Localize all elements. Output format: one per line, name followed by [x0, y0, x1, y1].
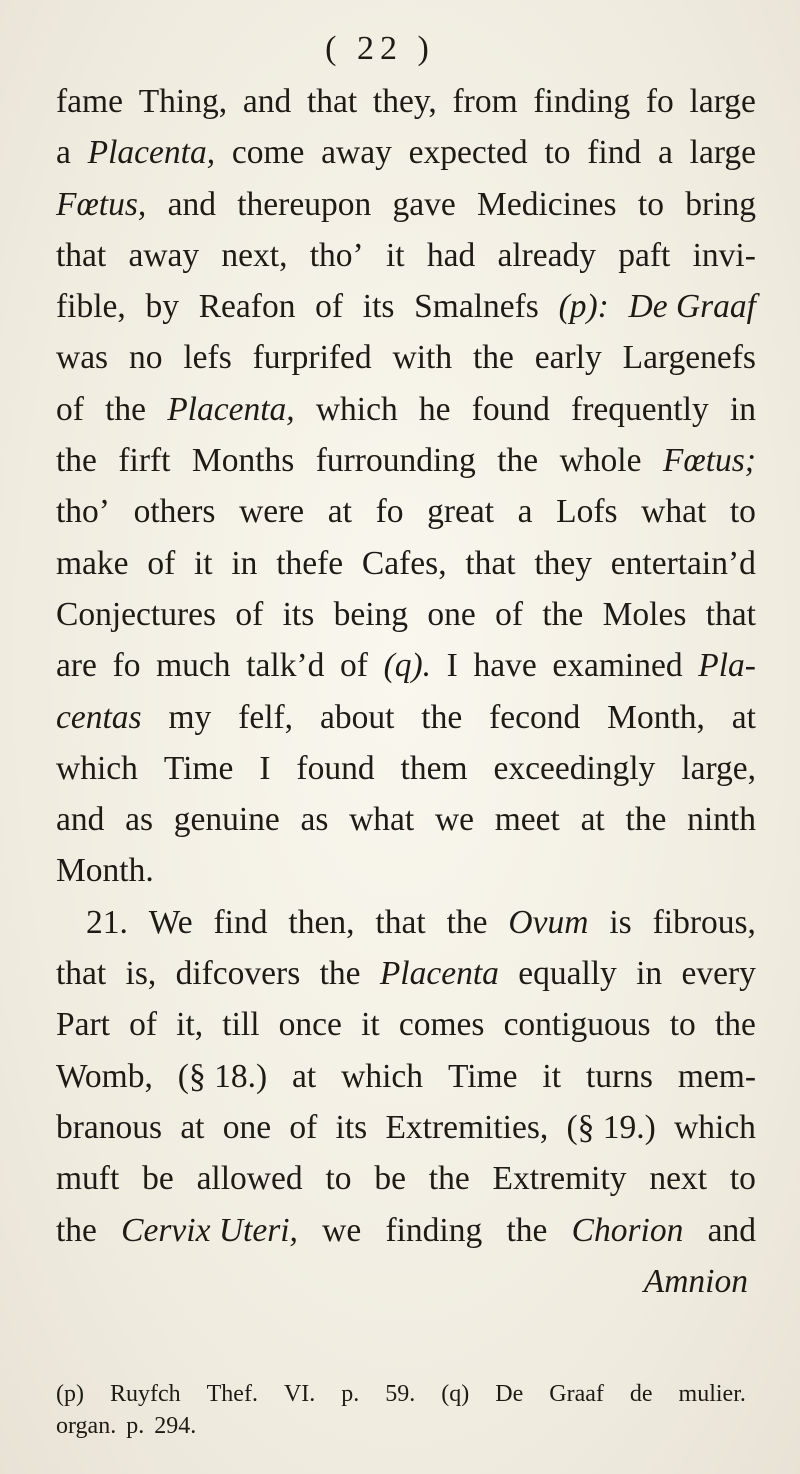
word: find: [213, 903, 268, 941]
text-line: [56, 76, 756, 127]
word: away: [321, 134, 392, 172]
word: large: [689, 83, 756, 120]
word: others: [133, 493, 216, 531]
word: exceedingly: [493, 749, 656, 787]
word: the: [472, 339, 514, 377]
word: fo: [112, 647, 141, 685]
word: at: [180, 1108, 205, 1146]
word: of: [289, 1108, 318, 1146]
word: Reafon: [198, 288, 296, 326]
word: is: [609, 903, 632, 941]
footnotes: [56, 1378, 746, 1442]
text-line: [56, 127, 756, 178]
word: it,: [176, 1006, 204, 1044]
word: finding: [385, 1211, 483, 1249]
word: are: [56, 647, 97, 685]
word: which: [674, 1108, 756, 1146]
footnote-word: (q): [441, 1381, 470, 1407]
word: tho’: [309, 236, 364, 274]
footnote-word: de: [629, 1381, 653, 1407]
word: found: [471, 390, 550, 428]
text-line: [56, 486, 756, 537]
word: and: [242, 83, 292, 120]
word: it: [193, 544, 213, 582]
word: that: [705, 595, 756, 633]
word: meet: [494, 801, 560, 839]
word: by: [145, 288, 179, 326]
word: Cafes,: [361, 544, 447, 582]
text-line: [56, 281, 756, 332]
word: De Graaf: [628, 288, 756, 326]
word: the: [428, 1160, 470, 1198]
text-line: [56, 179, 756, 230]
word: in: [636, 955, 663, 993]
word: to: [669, 1006, 696, 1044]
word: one: [222, 1108, 272, 1146]
word: its: [335, 1108, 368, 1146]
word: Womb,: [56, 1057, 153, 1095]
word: it: [385, 236, 405, 274]
word: large: [689, 134, 756, 172]
word: Thing,: [138, 83, 228, 120]
word: away: [128, 236, 200, 274]
footnote-word: p.: [341, 1381, 360, 1407]
word: entertain’d: [610, 544, 756, 582]
word: from: [452, 83, 518, 120]
word: Conjectures: [56, 595, 217, 633]
word: expected: [408, 134, 528, 172]
word: (§ 19.): [566, 1108, 656, 1146]
footnote-word: (p): [56, 1381, 84, 1407]
word: which: [315, 390, 398, 428]
text-line: [56, 999, 756, 1050]
word: in: [729, 390, 756, 428]
word: one: [427, 595, 476, 633]
text-line: [56, 743, 756, 794]
word: what: [349, 801, 415, 839]
page-number: ( 22 ): [325, 30, 435, 67]
word: Placenta,: [87, 134, 216, 172]
word: which: [341, 1057, 424, 1095]
word: a: [517, 493, 533, 531]
word: were: [239, 493, 305, 531]
word: Pla-: [698, 647, 756, 685]
catchword-line: [56, 1256, 756, 1307]
word: and: [707, 1211, 756, 1249]
word: them: [400, 749, 468, 787]
word: the: [714, 1006, 756, 1044]
text-line: [56, 435, 756, 486]
word: that: [465, 544, 516, 582]
word: and: [56, 801, 105, 839]
word: the: [421, 698, 463, 736]
word: find: [587, 134, 642, 172]
word: fo: [375, 493, 404, 531]
word: being: [333, 595, 409, 633]
footnote-word: Ruyfch: [109, 1381, 181, 1407]
word: the: [497, 442, 539, 480]
word: talk’d: [246, 647, 325, 685]
word: as: [125, 801, 153, 839]
word: Part: [56, 1006, 110, 1044]
word: that: [56, 955, 107, 993]
word: Largenefs: [622, 339, 756, 377]
text-line: [56, 384, 756, 435]
word: turns: [585, 1057, 653, 1095]
text-line: [56, 230, 756, 281]
word: We: [148, 903, 193, 941]
word: Ovum: [508, 903, 589, 941]
word: furprifed: [252, 339, 372, 377]
word: fame: [56, 83, 123, 120]
word: centas: [56, 698, 142, 736]
word: found: [296, 749, 375, 787]
word: they: [534, 544, 593, 582]
word: examined: [552, 647, 683, 685]
word: I: [259, 749, 271, 787]
word: and: [167, 185, 216, 223]
word: the: [625, 801, 667, 839]
word: Fœtus;: [662, 442, 756, 480]
word: I: [446, 647, 458, 685]
word: at: [731, 698, 756, 736]
word: invi-: [692, 236, 756, 274]
word: Fœtus,: [56, 185, 147, 223]
word: contiguous: [503, 1006, 651, 1044]
word: gave: [392, 185, 456, 223]
word: of: [495, 595, 524, 633]
word: he: [418, 390, 451, 428]
word: next: [649, 1160, 708, 1198]
word: equally: [518, 955, 617, 993]
word: it: [542, 1057, 562, 1095]
word: ninth: [687, 801, 756, 839]
word: Month.: [56, 852, 154, 890]
word: that: [375, 903, 426, 941]
word: finding: [533, 83, 631, 120]
word: comes: [398, 1006, 485, 1044]
text-line: [56, 332, 756, 383]
word: no: [128, 339, 163, 377]
word: its: [362, 288, 395, 326]
footnote-word: VI.: [283, 1381, 316, 1407]
word: about: [319, 698, 395, 736]
word: branous: [56, 1108, 163, 1146]
word: tho’: [56, 493, 110, 531]
word: of: [56, 390, 84, 428]
word: Chorion: [571, 1211, 684, 1249]
word: come: [231, 134, 305, 172]
word: frequently: [571, 390, 709, 428]
word: already: [497, 236, 597, 274]
word: muft: [56, 1160, 120, 1198]
word: the: [542, 595, 584, 633]
word: Month,: [607, 698, 705, 736]
word: the: [506, 1211, 548, 1249]
word: lefs: [183, 339, 232, 377]
word: every: [681, 955, 756, 993]
word: bring: [685, 185, 756, 223]
footnote-word: De: [495, 1381, 524, 1407]
text-line: [56, 692, 756, 743]
word: at: [580, 801, 605, 839]
word: Cervix Uteri,: [121, 1211, 298, 1249]
word: fibrous,: [652, 903, 756, 941]
word: thefe: [276, 544, 344, 582]
text-line: [56, 794, 756, 845]
word: fo: [645, 83, 674, 120]
footnote-line: [56, 1378, 746, 1410]
word: (p):: [558, 288, 609, 326]
word: fecond: [489, 698, 581, 736]
word: the: [105, 390, 147, 428]
text-line: [56, 1205, 756, 1256]
text-line: [56, 640, 756, 691]
word: we: [322, 1211, 362, 1249]
word: Time: [447, 1057, 518, 1095]
word: the: [319, 955, 361, 993]
word: was: [56, 339, 109, 377]
word: of: [340, 647, 368, 685]
word: the: [446, 903, 488, 941]
text-line: [56, 845, 756, 896]
footnote-word: 294.: [154, 1413, 197, 1439]
word: Moles: [602, 595, 687, 633]
word: with: [392, 339, 453, 377]
word: Placenta: [379, 955, 499, 993]
word: have: [473, 647, 537, 685]
word: make: [56, 544, 129, 582]
catchword: Amnion: [643, 1262, 748, 1300]
word: as: [300, 801, 329, 839]
word: had: [426, 236, 476, 274]
word: Months: [191, 442, 295, 480]
word: that: [56, 236, 107, 274]
word: difcovers: [175, 955, 301, 993]
word: to: [544, 134, 571, 172]
word: be: [374, 1160, 406, 1198]
footnote-word: p.: [126, 1413, 145, 1439]
word: furrounding: [315, 442, 476, 480]
word: early: [534, 339, 602, 377]
word: till: [222, 1006, 260, 1044]
word: which: [56, 749, 138, 787]
word: fible,: [56, 288, 126, 326]
text-line: [56, 1102, 756, 1153]
word: be: [142, 1160, 174, 1198]
word: Smalnefs: [414, 288, 539, 326]
word: thereupon: [237, 185, 372, 223]
word: to: [729, 1160, 756, 1198]
text-line: [56, 1051, 756, 1102]
word: large,: [681, 749, 756, 787]
footnote-word: Graaf: [549, 1381, 604, 1407]
word: mem-: [677, 1057, 756, 1095]
text-line: [56, 538, 756, 589]
word: at: [327, 493, 352, 531]
word: paft: [618, 236, 671, 274]
word: felf,: [238, 698, 294, 736]
word: what: [641, 493, 707, 531]
word: at: [292, 1057, 317, 1095]
word: a: [658, 134, 673, 172]
body-text: [56, 76, 756, 1307]
word: to: [729, 493, 756, 531]
word: that: [306, 83, 358, 120]
text-line: [56, 948, 756, 999]
text-line: [56, 897, 756, 948]
word: allowed: [196, 1160, 303, 1198]
word: (q).: [383, 647, 432, 685]
word: of: [147, 544, 176, 582]
word: great: [427, 493, 495, 531]
word: once: [278, 1006, 342, 1044]
word: a: [56, 134, 71, 172]
word: Extremities,: [385, 1108, 549, 1146]
word: Lofs: [556, 493, 618, 531]
word: Placenta,: [167, 390, 295, 428]
word: of: [235, 595, 264, 633]
word: my: [168, 698, 212, 736]
footnote-word: Thef.: [206, 1381, 258, 1407]
word: much: [156, 647, 231, 685]
word: of: [129, 1006, 158, 1044]
word: they,: [372, 83, 437, 120]
word: its: [282, 595, 315, 633]
word: is,: [125, 955, 157, 993]
word: next,: [221, 236, 288, 274]
text-line: [56, 1153, 756, 1204]
word: 21.: [86, 903, 128, 941]
word: it: [361, 1006, 380, 1044]
word: we: [434, 801, 475, 839]
text-line: [56, 589, 756, 640]
word: Extremity: [492, 1160, 627, 1198]
word: whole: [559, 442, 642, 480]
footnote-word: 59.: [385, 1381, 416, 1407]
word: to: [637, 185, 664, 223]
word: Medicines: [477, 185, 617, 223]
word: then,: [288, 903, 355, 941]
word: Time: [163, 749, 234, 787]
word: firft: [118, 442, 171, 480]
word: in: [231, 544, 258, 582]
word: to: [325, 1160, 352, 1198]
word: the: [56, 1211, 97, 1249]
word: genuine: [173, 801, 280, 839]
word: of: [315, 288, 344, 326]
word: (§ 18.): [177, 1057, 268, 1095]
footnote-line: [56, 1410, 746, 1442]
footnote-word: organ.: [56, 1413, 117, 1439]
footnote-word: mulier.: [678, 1381, 746, 1407]
word: the: [56, 442, 97, 480]
